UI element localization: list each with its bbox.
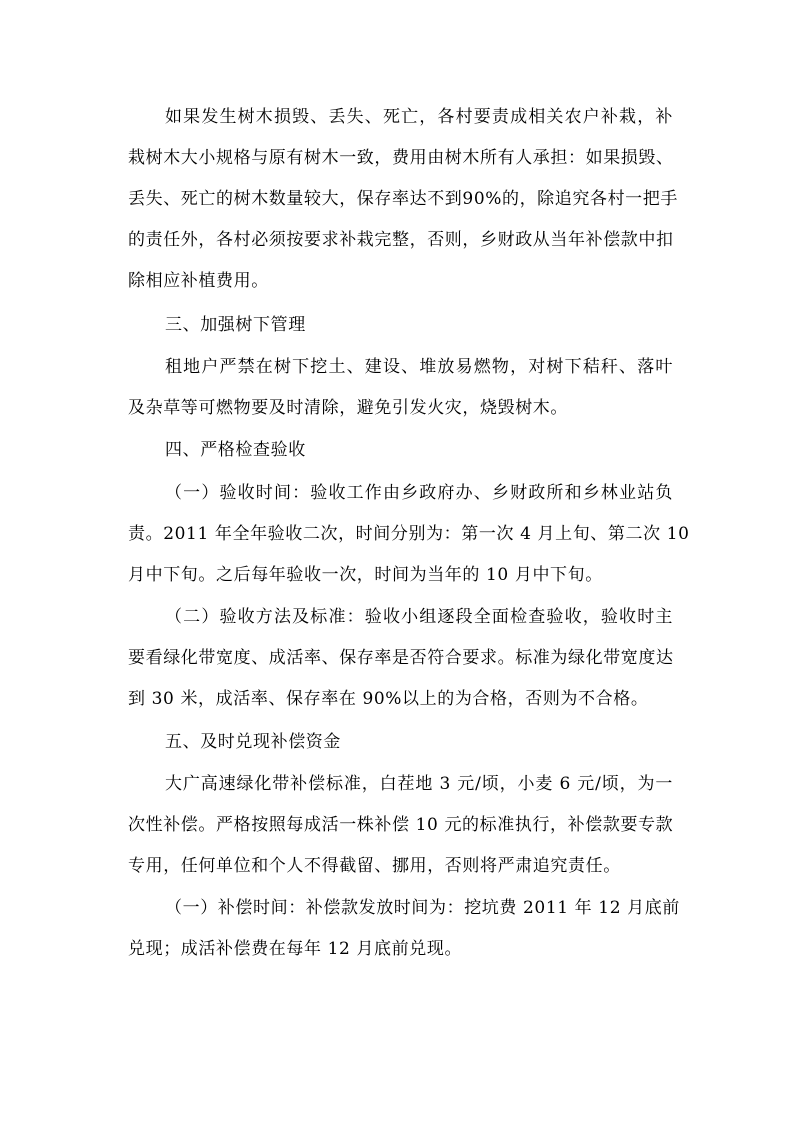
paragraph-line: 丢失、死亡的树木数量较大，保存率达不到90%的，除追究各村一把手 [128, 189, 678, 209]
paragraph-line: 大广高速绿化带补偿标准，白茬地 3 元/顷，小麦 6 元/顷，为一 [165, 774, 673, 794]
paragraph-line: 责。2011 年全年验收二次，时间分别为：第一次 4 月上旬、第二次 10 [128, 524, 690, 544]
paragraph-line: 要看绿化带宽度、成活率、保存率是否符合要求。标准为绿化带宽度达 [128, 648, 674, 668]
paragraph-line: 除相应补植费用。 [128, 271, 269, 291]
paragraph-line: （二）验收方法及标准：验收小组逐段全面检查验收，验收时主 [165, 607, 673, 627]
paragraph-line: 的责任外，各村必须按要求补栽完整，否则，乡财政从当年补偿款中扣 [128, 230, 674, 250]
section-heading: 四、严格检查验收 [165, 440, 306, 460]
paragraph-line: 及杂草等可燃物要及时清除，避免引发火灾，烧毁树木。 [128, 398, 568, 418]
paragraph-line: （一）验收时间：验收工作由乡政府办、乡财政所和乡林业站负 [165, 483, 673, 503]
paragraph-line: 次性补偿。严格按照每成活一株补偿 10 元的标准执行，补偿款要专款 [128, 815, 674, 835]
paragraph-line: （一）补偿时间：补偿款发放时间为：挖坑费 2011 年 12 月底前 [165, 898, 680, 918]
paragraph-line: 月中下旬。之后每年验收一次，时间为当年的 10 月中下旬。 [128, 565, 603, 585]
paragraph-line: 如果发生树木损毁、丢失、死亡，各村要责成相关农户补栽，补 [165, 107, 673, 127]
section-heading: 五、及时兑现补偿资金 [165, 732, 341, 752]
paragraph-line: 兑现；成活补偿费在每年 12 月底前兑现。 [128, 939, 463, 959]
paragraph-line: 到 30 米，成活率、保存率在 90%以上的为合格，否则为不合格。 [128, 689, 649, 709]
paragraph-line: 栽树木大小规格与原有树木一致，费用由树木所有人承担：如果损毁、 [128, 148, 674, 168]
paragraph-line: 租地户严禁在树下挖土、建设、堆放易燃物，对树下秸秆、落叶 [165, 357, 673, 377]
section-heading: 三、加强树下管理 [165, 315, 306, 335]
paragraph-line: 专用，任何单位和个人不得截留、挪用，否则将严肃追究责任。 [128, 856, 621, 876]
